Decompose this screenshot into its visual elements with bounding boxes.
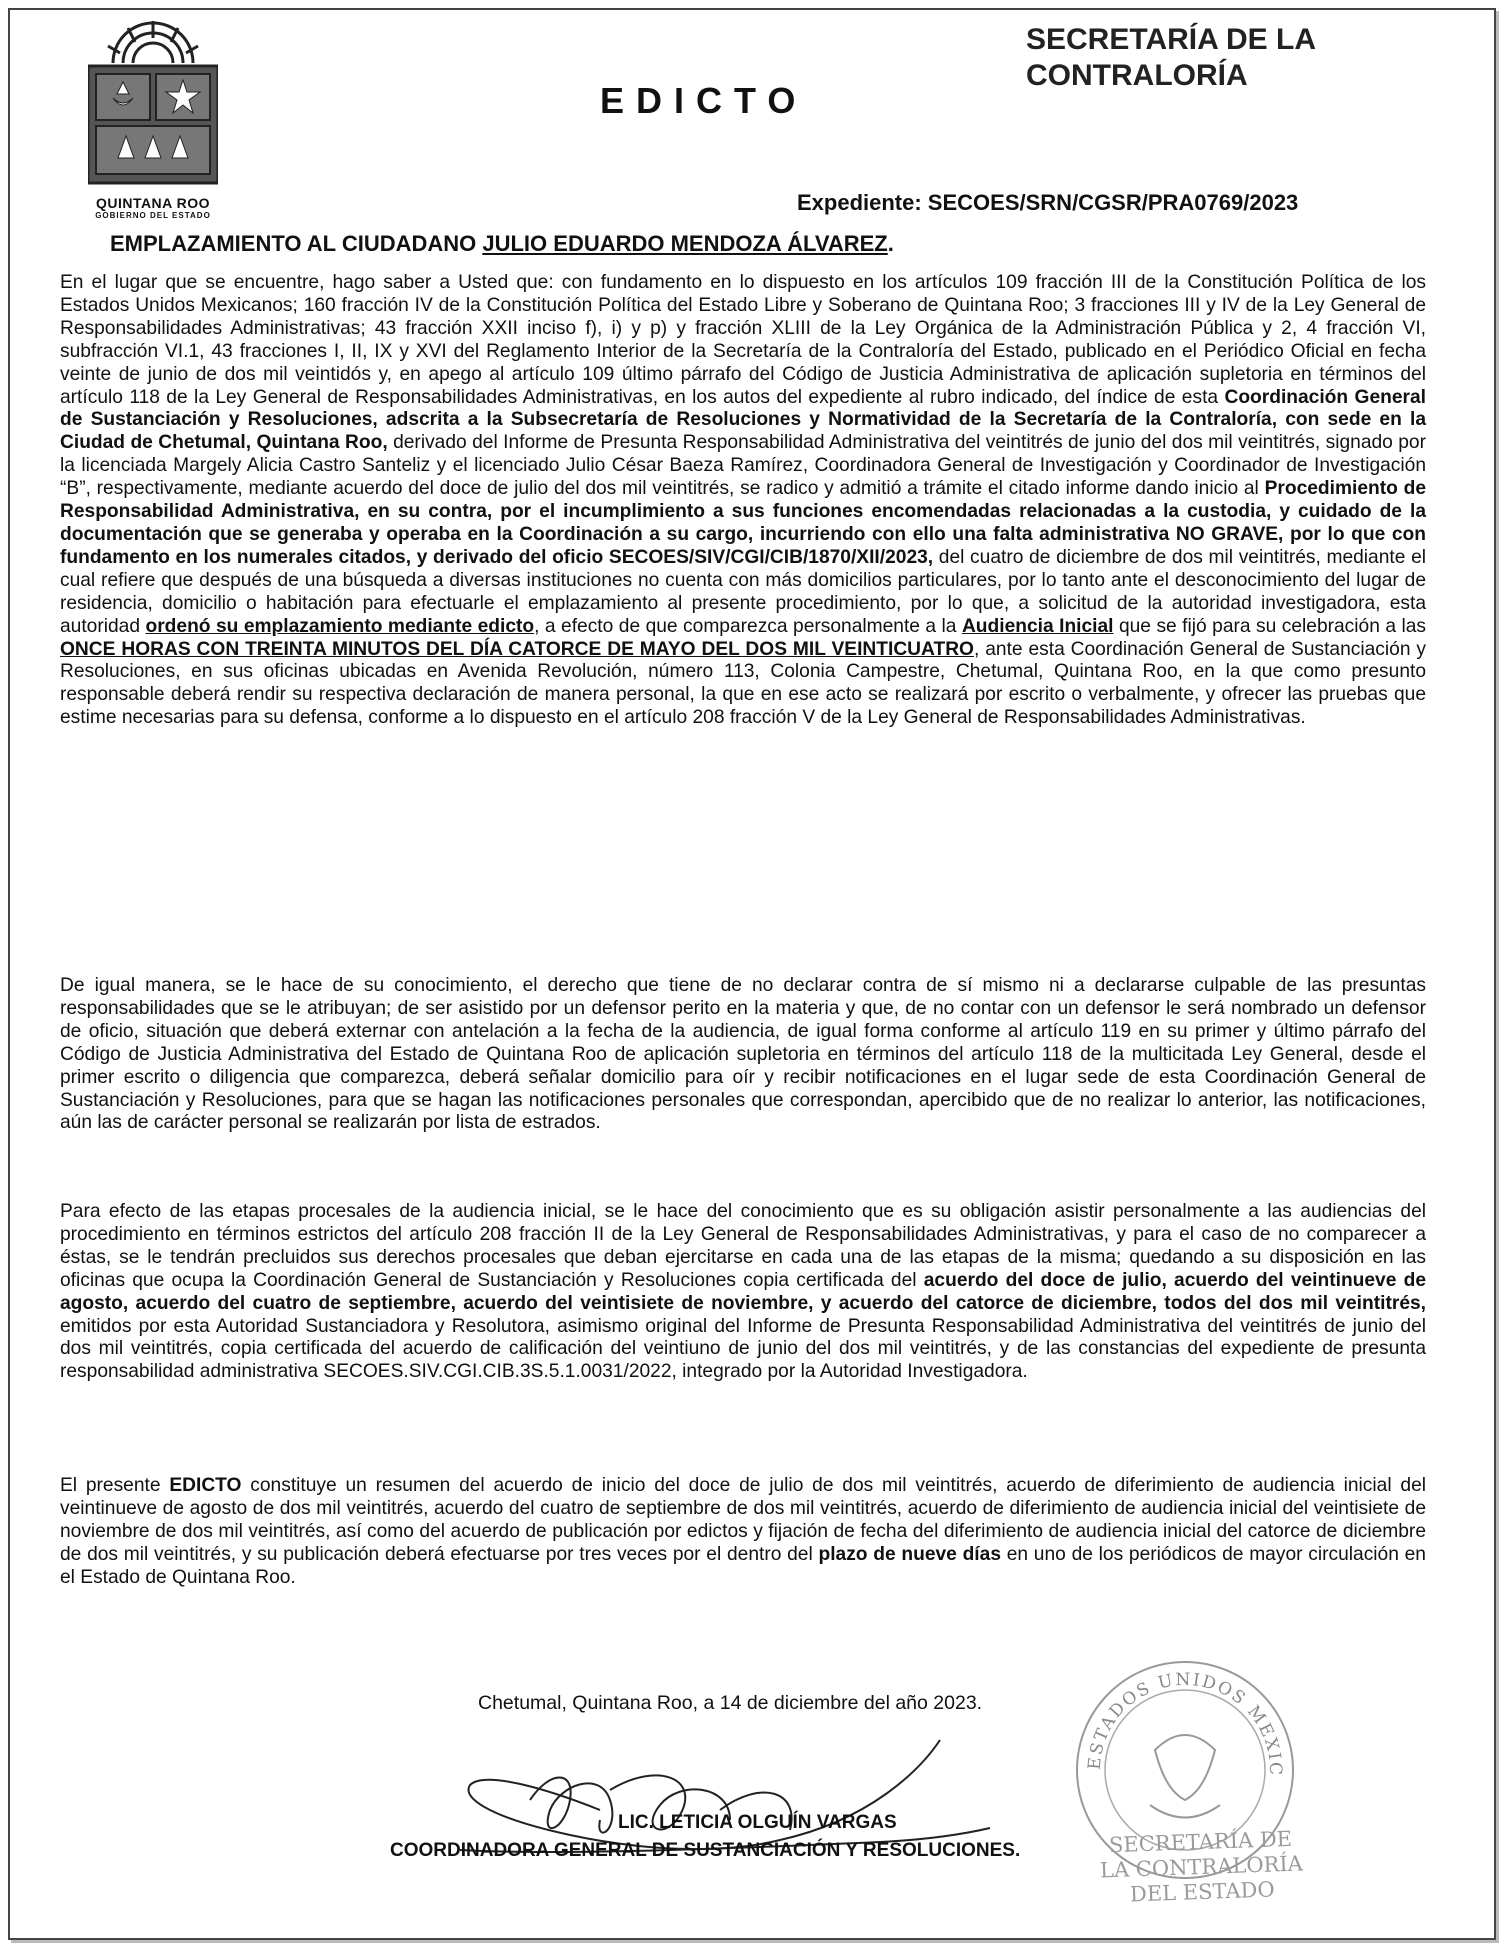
stamp-line2: LA CONTRALORÍA xyxy=(1099,1851,1304,1883)
stamp-line1: SECRETARÍA DE xyxy=(1108,1826,1293,1858)
paragraph-4 xyxy=(60,1475,1426,1590)
office-stamp xyxy=(1099,1826,1304,1908)
p1-text-2: derivado del Informe de Presunta Responsabilidad Administrativa del veintitrés de junio del dos mil veintitrés, signado por la licenciada Margely Alicia Castro Santeliz y el licenciado Julio César Baeza Ramírez, Coordinadora General de Investigación y Coordinador de Investigación “B”, respectivamente, mediante acuerdo del doce de julio del dos mil veintitrés, se radico y admitió a trámite el citado informe dando inicio al xyxy=(60,432,1426,500)
logo-caption: QUINTANA ROO xyxy=(95,195,211,211)
signer-title: COORDINADORA GENERAL DE SUSTANCIACIÓN Y RESOLUCIONES. xyxy=(390,1840,1021,1861)
p3-text-2: emitidos por esta Autoridad Sustanciadora y Resolutora, asimismo original del Informe de Presunta Responsabilidad Administrativa del veintitrés de junio del dos mil veintitrés, copia certificada del acuerdo de calificación del veintiuno de junio del dos mil veintitrés, y de las constancias del expediente de presunta responsabilidad administrativa SECOES.SIV.CGI.CIB.3S.5.1.0031/2022, integrado por la Autoridad Investigadora. xyxy=(60,1315,1426,1383)
p1-bold-1: Coordinación General de Sustanciación y Resoluciones, adscrita a la Subsecretaría de Resoluciones y Normatividad de la Secretaría de la Contraloría, con sede en la Ciudad de Chetumal, Quintana Roo, xyxy=(60,386,1426,454)
paragraph-2 xyxy=(60,975,1426,1135)
issuing-office-line1: SECRETARÍA DE LA xyxy=(1026,23,1317,56)
stamp-line3: DEL ESTADO xyxy=(1129,1877,1275,1907)
emplazamiento-prefix: EMPLAZAMIENTO AL CIUDADANO xyxy=(110,231,483,256)
quintana-roo-logo xyxy=(88,18,218,220)
p2-text-1: De igual manera, se le hace de su conocimiento, el derecho que tiene de no declarar contra de sí mismo ni a declararse culpable de las presuntas responsabilidades que se le atribuyan; de ser asistido por un defensor perito en la materia y que, de no contar con un defensor le será nombrado un defensor de oficio, situación que deberá externar con antelación a la fecha de la audiencia, de igual forma conforme al artículo 119 en su primer y último párrafo del Código de Justicia Administrativa del Estado de Quintana Roo de aplicación supletoria en términos del artículo 118 de la multicitada Ley General, desde el primer escrito o diligencia que comparezca, deberá señalar domicilio para oír y recibir notificaciones en el lugar sede de esta Coordinación General de Sustanciación y Resoluciones, para que se hagan las notificaciones personales que correspondan, apercibido que de no realizar lo anterior, las notificaciones, aún las de carácter personal se realizarán por lista de estrados. xyxy=(60,975,1426,1134)
emplazamiento-suffix: . xyxy=(887,231,894,256)
p1-underlined-1: ordenó su emplazamiento mediante edicto xyxy=(145,615,535,637)
signer-name: LIC. LETICIA OLGUÍN VARGAS xyxy=(618,1812,897,1833)
document-title: EDICTO xyxy=(600,80,808,121)
place-and-date: Chetumal, Quintana Roo, a 14 de diciembre del año 2023. xyxy=(478,1692,983,1714)
p3-text-1: Para efecto de las etapas procesales de la audiencia inicial, se le hace del conocimiento que es su obligación asistir personalmente a las audiencias del procedimiento en términos estrictos del artículo 208 fracción II de la Ley General de Responsabilidades Administrativas, y para el caso de no comparecer a éstas, se le tendrán precluidos sus derechos procesales que deban ejercitarse en cada una de las etapas de la misma; quedando a su disposición en las oficinas que ocupa la Coordinación General de Sustanciación y Resoluciones copia certificada del xyxy=(60,1201,1426,1291)
issuing-office-line2: CONTRALORÍA xyxy=(1026,59,1248,92)
p3-bold-1: acuerdo del doce de julio, acuerdo del veintinueve de agosto, acuerdo del cuatro de septiembre, acuerdo del veintisiete de noviembre, y acuerdo del catorce de diciembre, todos del dos mil veintitrés, xyxy=(60,1269,1426,1314)
p4-bold-1: EDICTO xyxy=(169,1475,242,1496)
emplazamiento-heading xyxy=(110,231,894,257)
seal-text: ESTADOS UNIDOS MEXIC xyxy=(1084,1669,1286,1778)
p4-bold-2: plazo de nueve días xyxy=(818,1543,1001,1565)
svg-text:ESTADOS UNIDOS MEXICANOS xyxy=(1070,1655,1285,1777)
p1-bold-2: Procedimiento de Responsabilidad Administrativa, en su contra, por el incumplimiento a sus funciones encomendadas relacionadas a la custodia, y cuidado de la documentación que se generaba y operaba en la Coordinación a su cargo, incurriendo con ello una falta administrativa NO GRAVE, por lo que con fundamento en los numerales citados, y derivado del oficio SECOES/SIV/CGI/CIB/1870/XII/2023, xyxy=(60,478,1426,568)
p1-text-4: , a efecto de que comparezca personalmente a la xyxy=(534,615,962,637)
paragraph-3 xyxy=(60,1201,1426,1384)
p1-underlined-2: Audiencia Inicial xyxy=(961,615,1114,637)
expediente-number: Expediente: SECOES/SRN/CGSR/PRA0769/2023 xyxy=(797,190,1299,215)
issuing-office xyxy=(1026,22,1446,94)
logo-subcaption: GOBIERNO DEL ESTADO xyxy=(95,211,211,220)
p4-text-3: en uno de los periódicos de mayor circulación en el Estado de Quintana Roo. xyxy=(60,1543,1426,1588)
p4-text-1: El presente xyxy=(60,1475,170,1496)
paragraph-1 xyxy=(60,272,1426,730)
p1-text-5: que se fijó para su celebración a las xyxy=(1113,615,1427,637)
coat-of-arms-icon xyxy=(88,18,218,188)
p1-text-1: En el lugar que se encuentre, hago saber a Usted que: con fundamento en lo dispuesto en los artículos 109 fracción III de la Constitución Política de los Estados Unidos Mexicanos; 160 fracción IV de la Constitución Política del Estado Libre y Soberano de Quintana Roo; 3 fracciones III y IV de la Ley General de Responsabilidades Administrativas; 43 fracción XXII inciso f), i) y p) y fracción XLIII de la Ley Orgánica de la Administración Pública y 2, 4 fracción VI, subfracción VI.1, 43 fracciones I, II, IX y XVI del Reglamento Interior de la Secretaría de la Contraloría del Estado, publicado en el Periódico Oficial en fecha veinte de junio de dos mil veintidós y, en apego al artículo 109 último párrafo del Código de Justicia Administrativa de aplicación supletoria en términos del artículo 118 de la Ley General de Responsabilidades Administrativas, en los autos del expediente al rubro indicado, del índice de esta xyxy=(60,272,1426,408)
p4-text-2: constituye un resumen del acuerdo de inicio del doce de julio de dos mil veintitrés, acuerdo de diferimiento de audiencia inicial del veintinueve de agosto de dos mil veintitrés, acuerdo del cuatro de septiembre de dos mil veintitrés, acuerdo de diferimiento de audiencia inicial del veintisiete de noviembre de dos mil veintitrés, así como del acuerdo de publicación por edictos y fijación de fecha del diferimiento de audiencia inicial del catorce de diciembre de dos mil veintitrés, y su publicación deberá efectuarse por tres veces por el dentro del xyxy=(60,1475,1426,1565)
p1-underlined-3: ONCE HORAS CON TREINTA MINUTOS DEL DÍA CATORCE DE MAYO DEL DOS MIL VEINTICUATRO xyxy=(60,638,974,660)
p1-text-3: del cuatro de diciembre de dos mil veintitrés, mediante el cual refiere que después de una búsqueda a diversas instituciones no cuenta con más domicilios particulares, por lo tanto ante el desconocimiento del lugar de residencia, domicilio o habitación para efectuarle el emplazamiento al presente procedimiento, por lo que, a solicitud de la autoridad investigadora, esta autoridad xyxy=(60,546,1426,637)
p1-text-6: , ante esta Coordinación General de Sustanciación y Resoluciones, en sus oficinas ubicadas en Avenida Revolución, número 113, Colonia Campestre, Chetumal, Quintana Roo, en la que como presunto responsable deberá rendir su respectiva declaración de manera personal, la que en ese acto se realizará por escrito o verbalmente, y ofrecer las pruebas que estime necesarias para su defensa, conforme a lo dispuesto en el artículo 208 fracción V de la Ley General de Responsabilidades Administrativas. xyxy=(60,638,1427,729)
emplazado-name: JULIO EDUARDO MENDOZA ÁLVAREZ xyxy=(482,231,888,256)
